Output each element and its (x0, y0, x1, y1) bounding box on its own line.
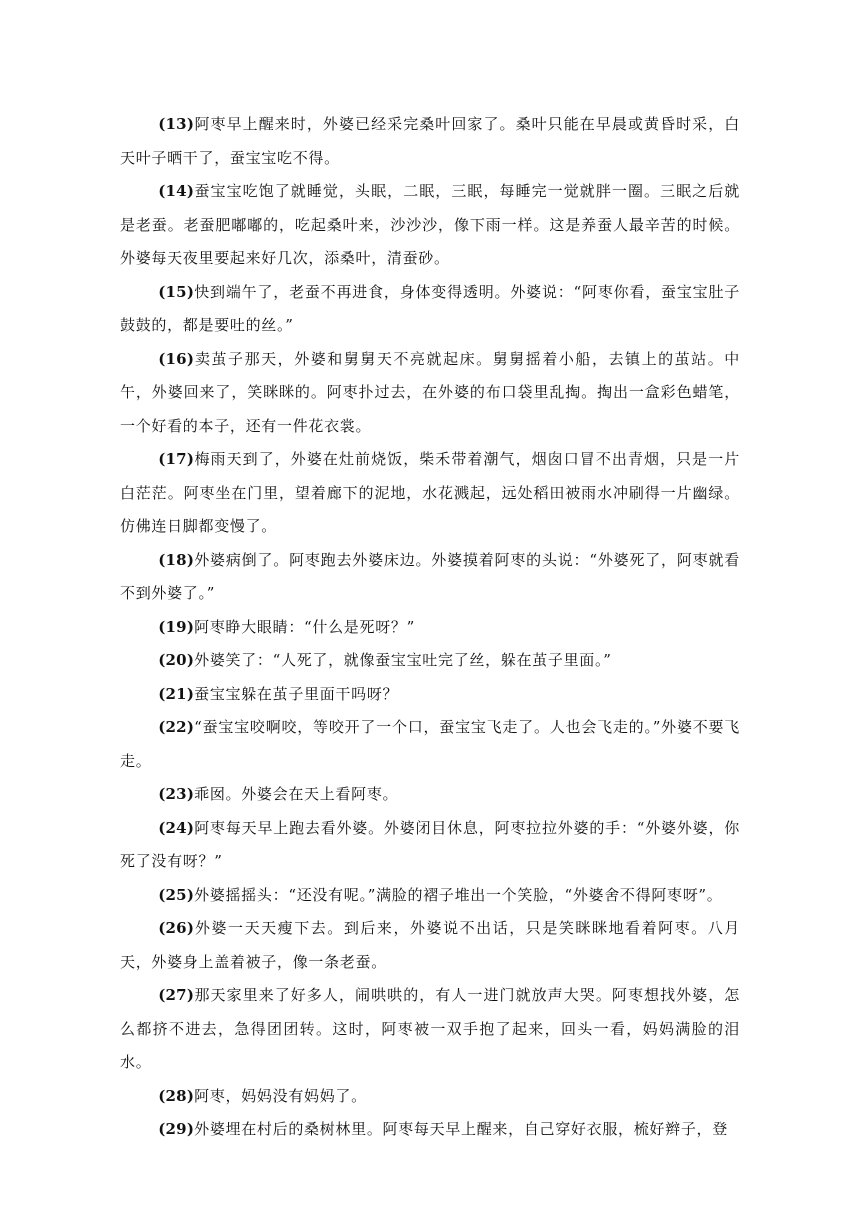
paragraph-number: (25) (158, 885, 195, 904)
paragraph-14 (120, 175, 740, 276)
paragraph-22 (120, 711, 740, 778)
paragraph-text: 外婆病倒了。阿枣跑去外婆床边。外婆摸着阿枣的头说：“外婆死了，阿枣就看不到外婆了。” (120, 550, 740, 602)
paragraph-number: (21) (158, 684, 195, 703)
paragraph-27 (120, 979, 740, 1080)
story-text (120, 108, 740, 1147)
paragraph-text: 阿枣睁大眼睛：“什么是死呀？” (194, 617, 415, 636)
paragraph-number: (29) (158, 1120, 195, 1138)
paragraph-text: 蚕宝宝吃饱了就睡觉，头眠，二眠，三眠，每睡完一觉就胖一圈。三眠之后就是老蚕。老蚕肥嘟嘟的，吃起桑叶来，沙沙沙，像下雨一样。这是养蚕人最辛苦的时候。外婆每天夜里要起来好几次，添桑叶，清蚕砂。 (120, 182, 740, 267)
paragraph-21 (120, 678, 740, 712)
paragraph-number: (20) (158, 651, 195, 669)
paragraph-16 (120, 343, 740, 444)
paragraph-number: (15) (158, 282, 195, 301)
paragraph-text: 乖囡。外婆会在天上看阿枣。 (194, 785, 399, 803)
paragraph-number: (27) (158, 986, 195, 1004)
paragraph-24 (120, 812, 740, 879)
paragraph-number: (24) (158, 818, 195, 837)
paragraph-29 (120, 1113, 740, 1147)
paragraph-28 (120, 1080, 740, 1114)
paragraph-text: 阿枣早上醒来时，外婆已经采完桑叶回家了。桑叶只能在早晨或黄昏时采，白天叶子晒干了，蚕宝宝吃不得。 (120, 115, 740, 167)
paragraph-25 (120, 879, 740, 913)
paragraph-text: 外婆埋在村后的桑树林里。阿枣每天早上醒来，自己穿好衣服，梳好辫子，登 (194, 1120, 728, 1138)
paragraph-text: 卖茧子那天，外婆和舅舅天不亮就起床。舅舅摇着小船，去镇上的茧站。中午，外婆回来了，笑眯眯的。阿枣扑过去，在外婆的布口袋里乱掏。掏出一盒彩色蜡笔，一个好看的本子，还有一件花衣裳。 (120, 349, 740, 435)
paragraph-text: 快到端午了，老蚕不再进食，身体变得透明。外婆说：“阿枣你看，蚕宝宝肚子鼓鼓的，都是要吐的丝。” (120, 282, 740, 334)
paragraph-23 (120, 778, 740, 812)
paragraph-text: 外婆笑了：“人死了，就像蚕宝宝吐完了丝，躲在茧子里面。” (194, 651, 612, 669)
paragraph-number: (28) (158, 1086, 195, 1105)
paragraph-15 (120, 276, 740, 343)
paragraph-text: 阿枣，妈妈没有妈妈了。 (194, 1086, 367, 1105)
paragraph-number: (26) (158, 919, 195, 937)
paragraph-number: (18) (158, 550, 195, 569)
paragraph-17 (120, 443, 740, 544)
paragraph-number: (13) (158, 115, 195, 133)
paragraph-20 (120, 644, 740, 678)
paragraph-number: (14) (158, 182, 195, 200)
paragraph-text: 蚕宝宝躲在茧子里面干吗呀？ (194, 684, 399, 703)
paragraph-number: (23) (158, 785, 195, 803)
paragraph-text: 那天家里来了好多人，闹哄哄的，有人一进门就放声大哭。阿枣想找外婆，怎么都挤不进去，急得团团转。这时，阿枣被一双手抱了起来，回头一看，妈妈满脸的泪水。 (120, 986, 740, 1071)
paragraph-text: 外婆摇摇头：“还没有呢。”满脸的褶子堆出一个笑脸，“外婆舍不得阿枣呀”。 (194, 885, 723, 904)
paragraph-number: (16) (158, 349, 195, 368)
paragraph-13 (120, 108, 740, 175)
paragraph-text: 外婆一天天瘦下去。到后来，外婆说不出话，只是笑眯眯地看着阿枣。八月天，外婆身上盖着被子，像一条老蚕。 (120, 919, 740, 971)
paragraph-text: 梅雨天到了，外婆在灶前烧饭，柴禾带着潮气，烟囱口冒不出青烟，只是一片白茫茫。阿枣坐在门里，望着廊下的泥地，水花溅起，远处稻田被雨水冲刷得一片幽绿。仿佛连日脚都变慢了。 (120, 450, 740, 535)
paragraph-number: (17) (158, 450, 195, 468)
paragraph-26 (120, 912, 740, 979)
paragraph-19 (120, 611, 740, 645)
paragraph-text: “蚕宝宝咬啊咬，等咬开了一个口，蚕宝宝飞走了。人也会飞走的。”外婆不要飞走。 (120, 718, 740, 770)
paragraph-number: (19) (158, 617, 195, 636)
paragraph-number: (22) (158, 718, 195, 736)
paragraph-18 (120, 544, 740, 611)
paragraph-text: 阿枣每天早上跑去看外婆。外婆闭目休息，阿枣拉拉外婆的手：“外婆外婆，你死了没有呀？” (120, 818, 740, 870)
